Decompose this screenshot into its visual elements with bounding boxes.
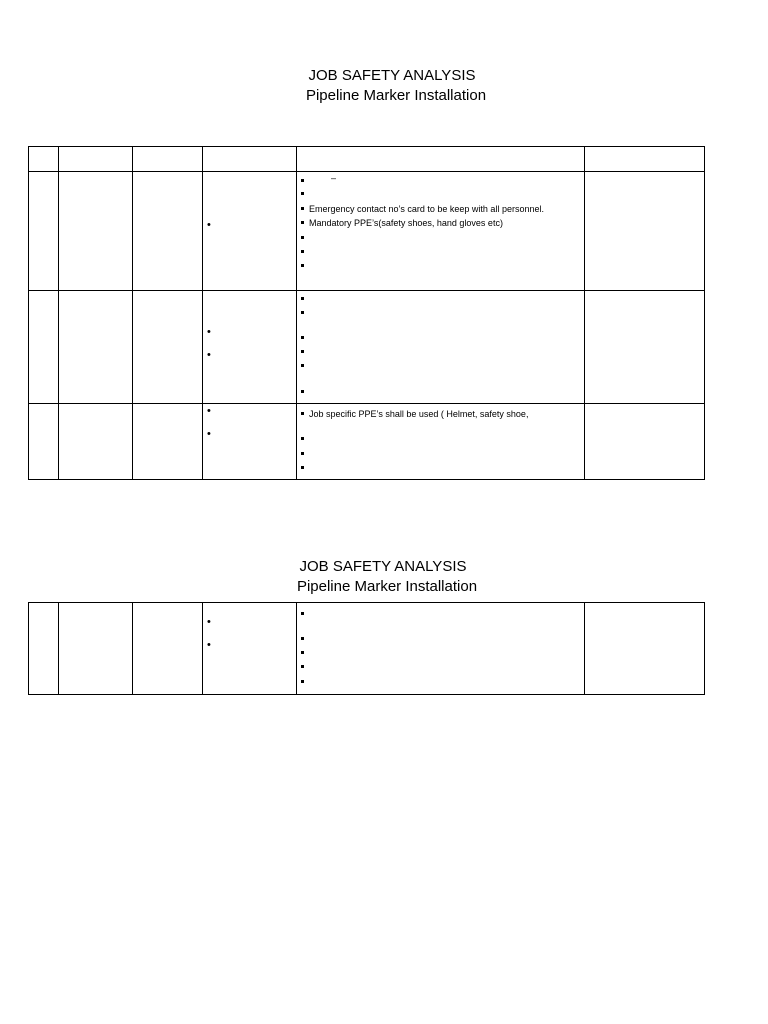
list-item <box>301 634 309 644</box>
table-row <box>29 603 705 695</box>
bullet: • <box>207 428 211 440</box>
bullet: • <box>207 326 211 338</box>
risk-cell <box>203 404 297 480</box>
list-item <box>301 648 309 658</box>
header-cell-controls <box>297 147 585 172</box>
risk-cell <box>203 291 297 404</box>
list-item <box>301 247 309 257</box>
bullet: • <box>207 639 211 651</box>
jsa-table-2 <box>28 602 705 695</box>
bullet: • <box>207 616 211 628</box>
control-text: Job specific PPE’s shall be used ( Helmet, safety shoe, <box>309 409 529 419</box>
table-row <box>29 291 705 404</box>
risk-cell <box>203 603 297 695</box>
risk-cell <box>203 172 297 291</box>
list-item <box>301 347 309 357</box>
controls-cell <box>297 404 585 480</box>
document-title: JOB SAFETY ANALYSIS <box>308 67 476 84</box>
header-cell-hazard <box>133 147 203 172</box>
document-title: JOB SAFETY ANALYSIS <box>299 558 467 575</box>
list-item <box>301 409 528 419</box>
list-item <box>301 218 503 228</box>
controls-cell <box>297 291 585 404</box>
document-subtitle: Pipeline Marker Installation <box>305 87 487 104</box>
list-item <box>301 294 309 304</box>
list-item <box>301 176 309 186</box>
list-item <box>301 609 309 619</box>
list-item <box>301 677 309 687</box>
bullet: • <box>207 405 211 417</box>
list-item <box>301 449 309 459</box>
table-row <box>29 172 705 291</box>
jsa-table-1 <box>28 146 705 480</box>
list-item <box>301 434 309 444</box>
list-item <box>301 662 309 672</box>
list-item <box>301 204 544 214</box>
list-item <box>301 463 309 473</box>
page-title-block-2 <box>287 557 487 597</box>
bullet: • <box>207 349 211 361</box>
header-cell-responsible <box>585 147 705 172</box>
control-text: Mandatory PPE’s(safety shoes, hand gloves etc) <box>309 218 503 228</box>
header-cell-risk <box>203 147 297 172</box>
header-cell-step <box>59 147 133 172</box>
list-item <box>301 387 309 397</box>
list-item <box>301 361 309 371</box>
table-row <box>29 404 705 480</box>
dash-mark: – <box>331 173 337 183</box>
list-item <box>301 308 309 318</box>
table-header-row <box>29 147 705 172</box>
bullet: • <box>207 219 211 231</box>
document-subtitle: Pipeline Marker Installation <box>296 578 478 595</box>
list-item <box>301 189 309 199</box>
list-item <box>301 233 309 243</box>
controls-cell <box>297 172 585 291</box>
list-item <box>301 333 309 343</box>
control-text: Emergency contact no’s card to be keep with all personnel. <box>309 204 544 214</box>
header-cell-no <box>29 147 59 172</box>
controls-cell <box>297 603 585 695</box>
page-title-block-1 <box>296 66 496 106</box>
list-item <box>301 261 309 271</box>
